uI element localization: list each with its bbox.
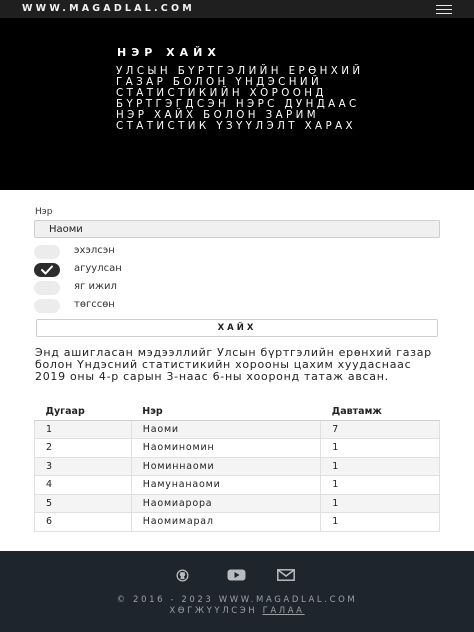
cell-name: Наомиарора [131,494,321,513]
hero-description: УЛСЫН БҮРТГЭЛИЙН ЕРӨНХИЙ ГАЗАР БОЛОН ҮНДЭСНИЙ СТАТИСТИКИЙН ХОРООНД БҮРТГЭГДСЭН НЭРС ДУНДААС НЭР ХАЙХ БОЛОН ЗАРИМ СТАТИСТИК ҮЗҮҮЛЭЛТ ХАРАХ [116,65,364,133]
cell-frequency: 1 [321,494,440,513]
mail-icon[interactable] [277,569,295,581]
developer-link[interactable]: ГАЛАА [262,606,305,616]
cell-number: 4 [35,476,132,495]
hero-banner [0,18,474,190]
credit-prefix: ХӨГЖҮҮЛСЭН [169,606,258,616]
name-input[interactable] [34,220,440,238]
developer-credit [0,606,474,616]
table-row [35,476,440,495]
cell-number: 6 [35,513,132,532]
cell-name: Наомимарал [131,513,321,532]
table-row [35,439,440,458]
footer-social-links [0,569,474,581]
radio-label: агуулсан [74,263,122,274]
radio-circle[interactable] [34,245,60,259]
radio-label: яг ижил [74,281,117,292]
name-field-label: Нэр [35,207,53,217]
radio-label: эхэлсэн [74,245,115,256]
site-name-link[interactable]: WWW.MAGADLAL.COM [22,3,195,14]
table-row [35,494,440,513]
column-header-name: Нэр [131,403,321,420]
cell-frequency: 7 [321,420,440,439]
radio-label: төгссөн [74,299,115,310]
checkmark-icon [40,264,54,276]
top-bar [0,0,474,18]
table-header-row [35,403,440,420]
hero-title: НЭР ХАЙХ [117,46,221,59]
cell-frequency: 1 [321,513,440,532]
cell-name: Наоминомин [131,439,321,458]
cell-number: 2 [35,439,132,458]
cell-name: Наоми [131,420,321,439]
cell-frequency: 1 [321,439,440,458]
hamburger-menu-icon[interactable] [436,5,452,14]
cell-name: Намунанаоми [131,476,321,495]
footer [0,551,474,632]
github-icon[interactable] [176,569,189,582]
cell-frequency: 1 [321,457,440,476]
results-table [34,403,440,532]
data-source-description: Энд ашигласан мэдээллийг Улсын бүртгэлийн ерөнхий газар болон Үндэсний статистикийн хорооны цахим хуудаснаас 2019 оны 4-р сарын 3-наас 6-ны хооронд татаж авсан. [35,346,432,383]
youtube-icon[interactable] [227,569,246,581]
table-row [35,457,440,476]
cell-number: 3 [35,457,132,476]
table-row [35,420,440,439]
table-row [35,513,440,532]
cell-number: 1 [35,420,132,439]
cell-number: 5 [35,494,132,513]
search-button[interactable]: ХАЙХ [36,319,438,337]
copyright-text: © 2016 - 2023 WWW.MAGADLAL.COM [116,595,358,605]
cell-name: Номиннаоми [131,457,321,476]
column-header-frequency: Давтамж [321,403,440,420]
radio-circle[interactable] [34,281,60,295]
column-header-number: Дугаар [35,403,132,420]
radio-circle[interactable] [34,299,60,313]
cell-frequency: 1 [321,476,440,495]
